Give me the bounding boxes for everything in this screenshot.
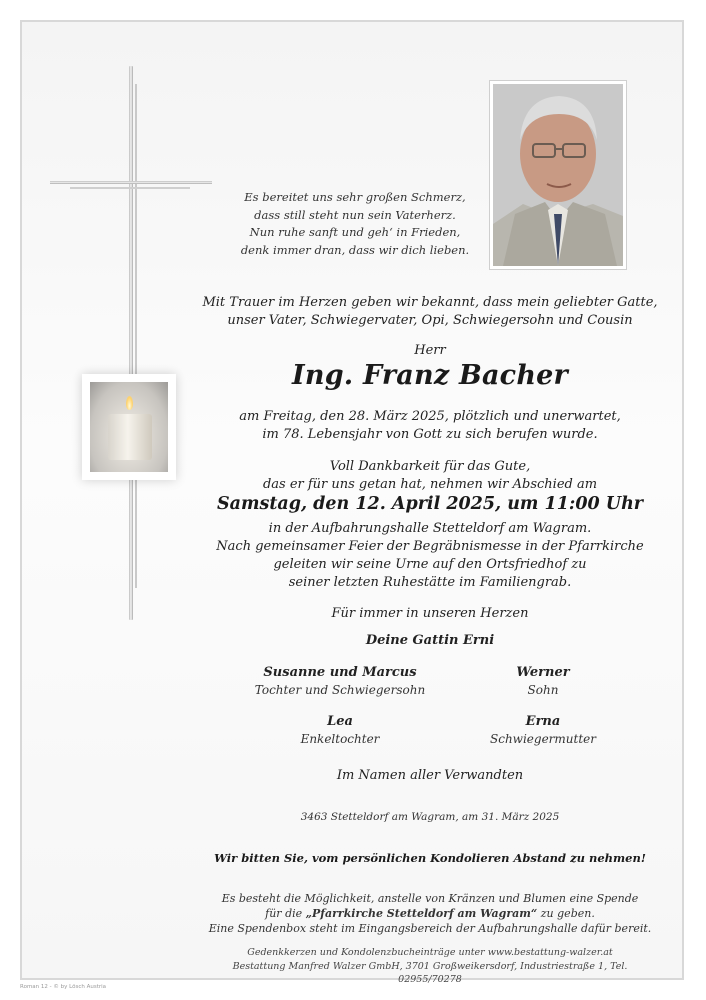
on-behalf-line: Im Namen aller Verwandten <box>336 768 524 783</box>
cross-vertical-bar <box>129 66 133 620</box>
thanks-text: Voll Dankbarkeit für das Gute, das er für uns getan hat, nehmen wir Abschied am <box>262 459 598 492</box>
relative-name: Erna <box>525 714 561 729</box>
place-and-date: 3463 Stetteldorf am Wagram, am 31. März 2025 <box>300 811 560 823</box>
candle-flame <box>126 396 133 410</box>
donation-info: Es besteht die Möglichkeit, anstelle von Kränzen und Blumen eine Spende für die „Pfarrkirche Stetteldorf am Wagram“ zu geben. Eine Spendenbox steht im Eingangsbereich der Aufbahrungshalle dafür bereit. <box>208 892 652 935</box>
cross-vertical-shadow <box>135 84 137 588</box>
poem-line: Es bereitet uns sehr großen Schmerz, <box>244 190 466 204</box>
salutation: Herr <box>414 343 446 358</box>
relative-role: Tochter und Schwiegersohn <box>254 683 426 697</box>
relative-role: Sohn <box>527 683 559 697</box>
template-credit: Roman 12 - © by Lösch Austria <box>20 984 107 990</box>
condolence-request: Wir bitten Sie, vom persönlichen Kondolieren Abstand zu nehmen! <box>214 851 646 865</box>
relative-name: Lea <box>327 714 353 729</box>
funeral-home-contact: Gedenkkerzen und Kondolenzbucheinträge unter www.bestattung-walzer.at Bestattung Manfred Walzer GmbH, 3701 Großweikersdorf, Industriestraße 1, Tel. 02955/70278 <box>232 947 628 985</box>
portrait-person-icon <box>493 84 623 266</box>
announcement-intro: Mit Trauer im Herzen geben wir bekannt, dass mein geliebter Gatte, unser Vater, Schwiegervater, Opi, Schwiegersohn und Cousin <box>202 295 658 328</box>
poem-line: Nun ruhe sanft und geh‘ in Frieden, <box>249 225 461 239</box>
forever-line: Für immer in unseren Herzen <box>331 606 529 621</box>
ceremony-details: in der Aufbahrungshalle Stetteldorf am Wagram. Nach gemeinsamer Feier der Begräbnismesse in der Pfarrkirche geleiten wir seine Urne auf den Ortsfriedhof zu seiner letzten Ruhestätte im Familiengrab. <box>216 521 644 590</box>
cross-horizontal-shadow <box>70 187 190 189</box>
cross-horizontal-bar <box>50 181 212 184</box>
parish-name: „Pfarrkirche Stetteldorf am Wagram“ <box>305 907 538 920</box>
candle-icon <box>108 414 152 460</box>
poem-line: dass still steht nun sein Vaterherz. <box>254 207 456 222</box>
relative-name: Werner <box>516 665 570 680</box>
relative-name: Susanne und Marcus <box>263 665 417 680</box>
relative-role: Enkeltochter <box>300 732 380 746</box>
poem-line: denk immer dran, dass wir dich lieben. <box>240 242 470 257</box>
candle-image <box>82 374 176 480</box>
memorial-poem <box>230 189 480 259</box>
farewell-date: Samstag, den 12. April 2025, um 11:00 Uhr <box>216 494 644 514</box>
relative-role: Schwiegermutter <box>490 732 596 746</box>
portrait-photo <box>489 80 627 270</box>
death-notice: am Freitag, den 28. März 2025, plötzlich und unerwartet, im 78. Lebensjahr von Gott zu sich berufen wurde. <box>239 409 621 442</box>
wife-name: Deine Gattin Erni <box>365 633 495 648</box>
deceased-name: Ing. Franz Bacher <box>292 360 568 391</box>
